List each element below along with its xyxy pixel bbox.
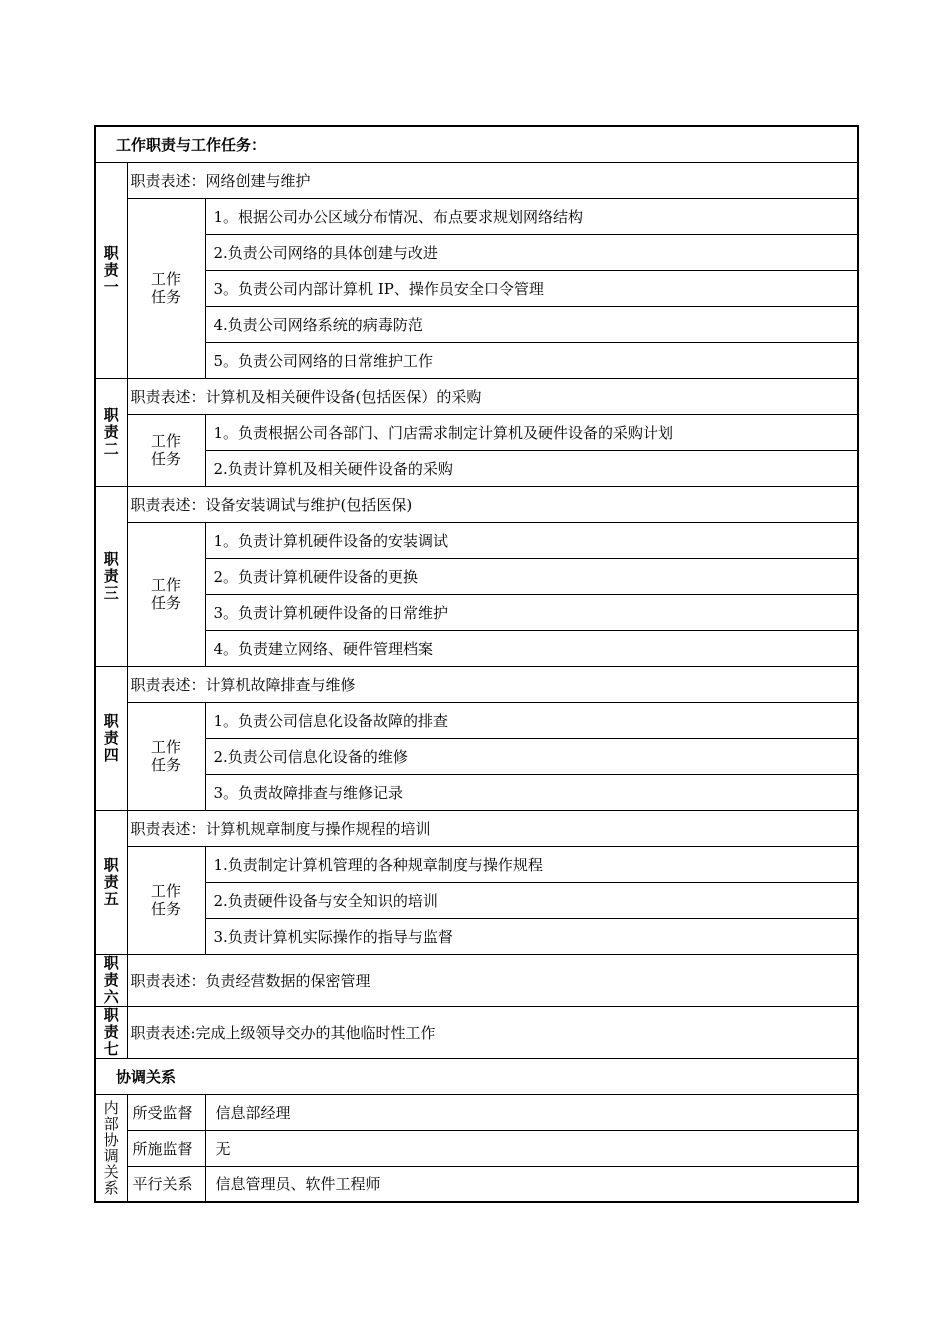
- table-body: [95, 126, 858, 1202]
- duty-description-row: [95, 162, 858, 198]
- task-item: 4.负责公司网络系统的病毒防范: [205, 306, 858, 342]
- work-task-label-line2: 任务: [150, 900, 181, 918]
- coordination-section-header-row: [95, 1058, 858, 1094]
- duty-label-char: 责: [103, 260, 119, 279]
- work-task-label-line1: 工作: [150, 882, 181, 900]
- task-item: 1。负责计算机硬件设备的安装调试: [205, 522, 858, 558]
- duty-label-char: 六: [103, 987, 119, 1006]
- duty-label-char: 责: [103, 1022, 119, 1041]
- duty-description: 职责表述:完成上级领导交办的其他临时性工作: [127, 1006, 858, 1058]
- job-description-table: [94, 125, 859, 1203]
- duty-description-row: [95, 954, 858, 1006]
- work-task-label-line1: 工作: [150, 576, 181, 594]
- duty-label-char: 一: [103, 277, 119, 296]
- relation-row: [95, 1094, 858, 1130]
- work-task-label-line2: 任务: [150, 288, 181, 306]
- relation-label: 所受监督: [127, 1094, 205, 1130]
- work-task-label-line2: 任务: [150, 450, 181, 468]
- duty-label-char: 职: [103, 1005, 119, 1024]
- task-row: [95, 270, 858, 306]
- relation-row: [95, 1166, 858, 1202]
- duty-description-row: [95, 486, 858, 522]
- work-task-label: [127, 414, 205, 486]
- relation-row: [95, 1130, 858, 1166]
- work-task-label-line2: 任务: [150, 756, 181, 774]
- task-row: [95, 522, 858, 558]
- internal-label-char: 关: [103, 1162, 119, 1181]
- duty-label-char: 责: [103, 728, 119, 747]
- task-item: 3。负责计算机硬件设备的日常维护: [205, 594, 858, 630]
- relation-label: 平行关系: [127, 1166, 205, 1202]
- relation-value: 无: [205, 1130, 858, 1166]
- task-item: 1。负责公司信息化设备故障的排查: [205, 702, 858, 738]
- duty-label-char: 责: [103, 872, 119, 891]
- duties-section-header-row: [95, 126, 858, 162]
- task-row: [95, 450, 858, 486]
- task-row: [95, 198, 858, 234]
- task-item: 1.负责制定计算机管理的各种规章制度与操作规程: [205, 846, 858, 882]
- duty-description: 职责表述：计算机故障排查与维修: [127, 666, 858, 702]
- duty-label-char: 四: [103, 745, 119, 764]
- internal-label-char: 内: [103, 1098, 119, 1117]
- work-task-label: [127, 522, 205, 666]
- internal-label-char: 系: [103, 1178, 119, 1197]
- task-item: 2.负责硬件设备与安全知识的培训: [205, 882, 858, 918]
- task-row: [95, 774, 858, 810]
- task-row: [95, 558, 858, 594]
- task-item: 5。负责公司网络的日常维护工作: [205, 342, 858, 378]
- task-item: 4。负责建立网络、硬件管理档案: [205, 630, 858, 666]
- duty-label: [95, 378, 127, 486]
- coordination-section-title: 协调关系: [95, 1058, 858, 1094]
- task-item: 3.负责计算机实际操作的指导与监督: [205, 918, 858, 954]
- task-row: [95, 594, 858, 630]
- task-row: [95, 342, 858, 378]
- duty-label: [95, 1006, 127, 1058]
- duty-label-char: 职: [103, 711, 119, 730]
- duty-label-char: 职: [103, 953, 119, 972]
- task-item: 2.负责公司网络的具体创建与改进: [205, 234, 858, 270]
- duty-label-char: 责: [103, 970, 119, 989]
- duty-label-char: 职: [103, 549, 119, 568]
- duties-section-title: 工作职责与工作任务：: [95, 126, 858, 162]
- relation-label: 所施监督: [127, 1130, 205, 1166]
- task-item: 2.负责计算机及相关硬件设备的采购: [205, 450, 858, 486]
- task-row: [95, 738, 858, 774]
- duty-label: [95, 810, 127, 954]
- duty-description-row: [95, 666, 858, 702]
- task-row: [95, 630, 858, 666]
- internal-coordination-label: [95, 1094, 127, 1202]
- duty-description-row: [95, 1006, 858, 1058]
- task-row: [95, 702, 858, 738]
- duty-description: 职责表述：负责经营数据的保密管理: [127, 954, 858, 1006]
- task-item: 2。负责计算机硬件设备的更换: [205, 558, 858, 594]
- internal-label-char: 协: [103, 1130, 119, 1149]
- work-task-label: [127, 846, 205, 954]
- task-item: 1。负责根据公司各部门、门店需求制定计算机及硬件设备的采购计划: [205, 414, 858, 450]
- duty-label-char: 五: [103, 889, 119, 908]
- duty-label-char: 责: [103, 566, 119, 585]
- task-row: [95, 918, 858, 954]
- duty-label-char: 三: [103, 583, 119, 602]
- duty-description: 职责表述：计算机及相关硬件设备(包括医保）的采购: [127, 378, 858, 414]
- task-row: [95, 414, 858, 450]
- duty-description: 职责表述：网络创建与维护: [127, 162, 858, 198]
- duty-label: [95, 162, 127, 378]
- duty-label-char: 责: [103, 422, 119, 441]
- duty-description-row: [95, 378, 858, 414]
- task-row: [95, 306, 858, 342]
- duty-label-char: 职: [103, 243, 119, 262]
- relation-value: 信息部经理: [205, 1094, 858, 1130]
- task-row: [95, 882, 858, 918]
- duty-label-char: 职: [103, 855, 119, 874]
- duty-description: 职责表述：设备安装调试与维护(包括医保): [127, 486, 858, 522]
- task-item: 1。根据公司办公区域分布情况、布点要求规划网络结构: [205, 198, 858, 234]
- duty-label-char: 二: [103, 439, 119, 458]
- work-task-label: [127, 702, 205, 810]
- duty-label-char: 职: [103, 405, 119, 424]
- duty-description: 职责表述：计算机规章制度与操作规程的培训: [127, 810, 858, 846]
- task-item: 3。负责故障排查与维修记录: [205, 774, 858, 810]
- work-task-label-line1: 工作: [150, 738, 181, 756]
- task-item: 3。负责公司内部计算机 IP、操作员安全口令管理: [205, 270, 858, 306]
- work-task-label-line2: 任务: [150, 594, 181, 612]
- relation-value: 信息管理员、软件工程师: [205, 1166, 858, 1202]
- task-row: [95, 234, 858, 270]
- duty-label: [95, 954, 127, 1006]
- task-row: [95, 846, 858, 882]
- work-task-label-line1: 工作: [150, 432, 181, 450]
- duty-description-row: [95, 810, 858, 846]
- task-item: 2.负责公司信息化设备的维修: [205, 738, 858, 774]
- duty-label-char: 七: [103, 1039, 119, 1058]
- internal-label-char: 调: [103, 1146, 119, 1165]
- internal-label-char: 部: [103, 1114, 119, 1133]
- duty-label: [95, 486, 127, 666]
- duty-label: [95, 666, 127, 810]
- work-task-label: [127, 198, 205, 378]
- work-task-label-line1: 工作: [150, 270, 181, 288]
